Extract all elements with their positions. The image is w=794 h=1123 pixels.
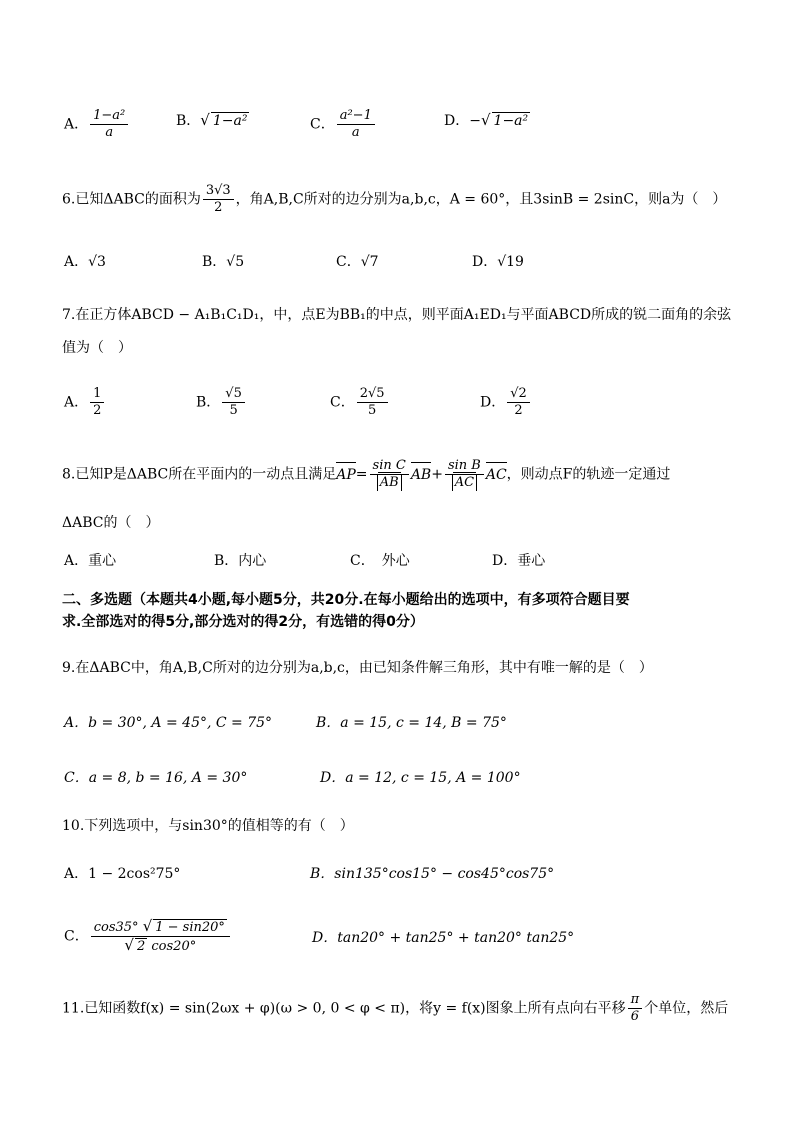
q6-option-a: A．√3 bbox=[64, 254, 106, 270]
q10-option-b: B．sin135°cos15° − cos45°cos75° bbox=[310, 866, 555, 882]
q5-option-c bbox=[310, 108, 377, 141]
q6-option-c: C．√7 bbox=[336, 254, 379, 270]
option-label: B． bbox=[176, 113, 201, 129]
radicand: 1−a² bbox=[212, 113, 248, 129]
q8-suffix: ，则动点F的轨迹一定通过 bbox=[506, 466, 671, 483]
fraction bbox=[222, 386, 245, 419]
vector-ac: AC bbox=[485, 466, 507, 483]
q11-prefix: 11.已知函数f(x) = sin(2ωx + φ)(ω > 0, 0 < φ < π)，将y = f(x)图象上所有点向右平移 bbox=[62, 1000, 626, 1017]
sqrt-icon: √ bbox=[200, 111, 210, 129]
q10-stem: 10.下列选项中，与sin30°的值相等的有（ ） bbox=[62, 818, 354, 834]
numerator: 3√3 bbox=[203, 183, 234, 200]
q8-stem-line2: ΔABC的（ ） bbox=[62, 515, 160, 531]
q6-prefix: 6.已知ΔABC的面积为 bbox=[62, 191, 201, 208]
numerator: √2 bbox=[507, 386, 530, 403]
numerator-prefix: cos35° bbox=[93, 920, 139, 935]
q8-option-c: C． 外心 bbox=[350, 553, 410, 569]
radicand: 1−a² bbox=[493, 113, 529, 129]
numerator: √5 bbox=[222, 386, 245, 403]
section2-heading-line2: 求.全部选对的得5分,部分选对的得2分，有选错的得0分） bbox=[62, 614, 424, 630]
q6-stem bbox=[62, 183, 726, 216]
q7-option-b bbox=[196, 386, 247, 419]
numerator: 2√5 bbox=[357, 386, 388, 403]
q7-option-a bbox=[64, 386, 106, 419]
numerator: 1−a² bbox=[90, 108, 128, 125]
numerator: 1 bbox=[90, 386, 104, 403]
section2-heading-line1: 二、多选题（本题共4小题,每小题5分，共20分.在每小题给出的选项中，有多项符合题目要 bbox=[62, 592, 630, 608]
fraction bbox=[90, 386, 104, 419]
q5-option-b bbox=[176, 110, 249, 131]
sqrt-icon: √ bbox=[480, 111, 491, 129]
fraction bbox=[445, 458, 484, 491]
denominator-suffix: cos20° bbox=[151, 939, 197, 954]
option-label: A． bbox=[64, 116, 89, 133]
denominator: AC bbox=[452, 475, 477, 491]
q9-option-d: D．a = 12, c = 15, A = 100° bbox=[320, 770, 521, 786]
denominator: AB bbox=[377, 475, 402, 491]
numerator: a²−1 bbox=[337, 108, 375, 125]
fraction bbox=[337, 108, 375, 141]
denominator: 2 bbox=[93, 403, 102, 418]
q7-option-c bbox=[330, 386, 390, 419]
q5-option-a bbox=[64, 108, 130, 141]
q9-stem: 9.在ΔABC中，角A,B,C所对的边分别为a,b,c，由已知条件解三角形，其中有唯一解的是（ ） bbox=[62, 660, 653, 676]
q10-option-c bbox=[64, 918, 232, 955]
denominator: 5 bbox=[229, 403, 238, 418]
option-label: D． bbox=[480, 394, 506, 411]
q10-option-a: A．1 − 2cos²75° bbox=[64, 866, 181, 882]
denominator: 2 bbox=[514, 403, 523, 418]
denominator: 2 bbox=[214, 200, 223, 215]
option-label: C． bbox=[310, 116, 335, 133]
q7-option-d bbox=[480, 386, 532, 419]
q8-stem bbox=[62, 458, 670, 491]
option-label: D． bbox=[444, 113, 470, 129]
sqrt-icon: √ bbox=[142, 917, 153, 935]
plus-sign: + bbox=[431, 466, 443, 483]
q11-stem bbox=[62, 992, 728, 1025]
q11-suffix: 个单位，然后 bbox=[644, 1000, 729, 1017]
fraction bbox=[370, 458, 409, 491]
fraction bbox=[203, 183, 234, 216]
q6-option-b: B．√5 bbox=[202, 254, 245, 270]
numerator: sin C bbox=[370, 458, 409, 475]
q9-option-b: B．a = 15, c = 14, B = 75° bbox=[316, 715, 507, 731]
q5-option-d bbox=[444, 110, 530, 131]
fraction bbox=[357, 386, 388, 419]
numerator-radicand: 1 − sin20° bbox=[155, 920, 225, 935]
q9-option-c: C．a = 8, b = 16, A = 30° bbox=[64, 770, 248, 786]
vector-ab: AB bbox=[410, 466, 432, 483]
denominator: a bbox=[105, 125, 114, 140]
sqrt-icon: √ bbox=[124, 936, 134, 954]
option-label: C． bbox=[64, 928, 89, 945]
fraction bbox=[91, 918, 230, 955]
option-label: C． bbox=[330, 394, 355, 411]
option-label: B． bbox=[196, 394, 221, 411]
denominator: 6 bbox=[630, 1009, 640, 1024]
q8-prefix: 8.已知P是ΔABC所在平面内的一动点且满足 bbox=[62, 466, 337, 483]
fraction bbox=[90, 108, 128, 141]
denominator-radicand: 2 bbox=[136, 939, 146, 954]
q8-option-a: A．重心 bbox=[64, 553, 117, 569]
q6-option-d: D．√19 bbox=[472, 254, 524, 270]
denominator: 5 bbox=[367, 403, 377, 418]
minus-sign: − bbox=[469, 113, 481, 129]
q6-suffix: ，角A,B,C所对的边分别为a,b,c，A = 60°，且3sinB = 2sinC，则a为（ ） bbox=[235, 191, 727, 208]
q10-option-d: D．tan20° + tan25° + tan20° tan25° bbox=[312, 930, 575, 946]
numerator: sin B bbox=[445, 458, 484, 475]
option-label: A． bbox=[64, 394, 89, 411]
vector-ap: AP bbox=[336, 466, 356, 483]
numerator: π bbox=[628, 992, 643, 1009]
q8-option-d: D．垂心 bbox=[492, 553, 546, 569]
q8-option-b: B．内心 bbox=[214, 553, 267, 569]
q7-stem-line1: 7.在正方体ABCD − A₁B₁C₁D₁，中，点E为BB₁的中点，则平面A₁ED₁与平面ABCD所成的锐二面角的余弦 bbox=[62, 307, 732, 323]
equals-sign: = bbox=[355, 466, 368, 483]
q9-option-a: A．b = 30°, A = 45°, C = 75° bbox=[64, 715, 273, 731]
denominator: a bbox=[351, 125, 360, 140]
fraction bbox=[628, 992, 643, 1025]
fraction bbox=[507, 386, 530, 419]
q7-stem-line2: 值为（ ） bbox=[62, 340, 132, 356]
